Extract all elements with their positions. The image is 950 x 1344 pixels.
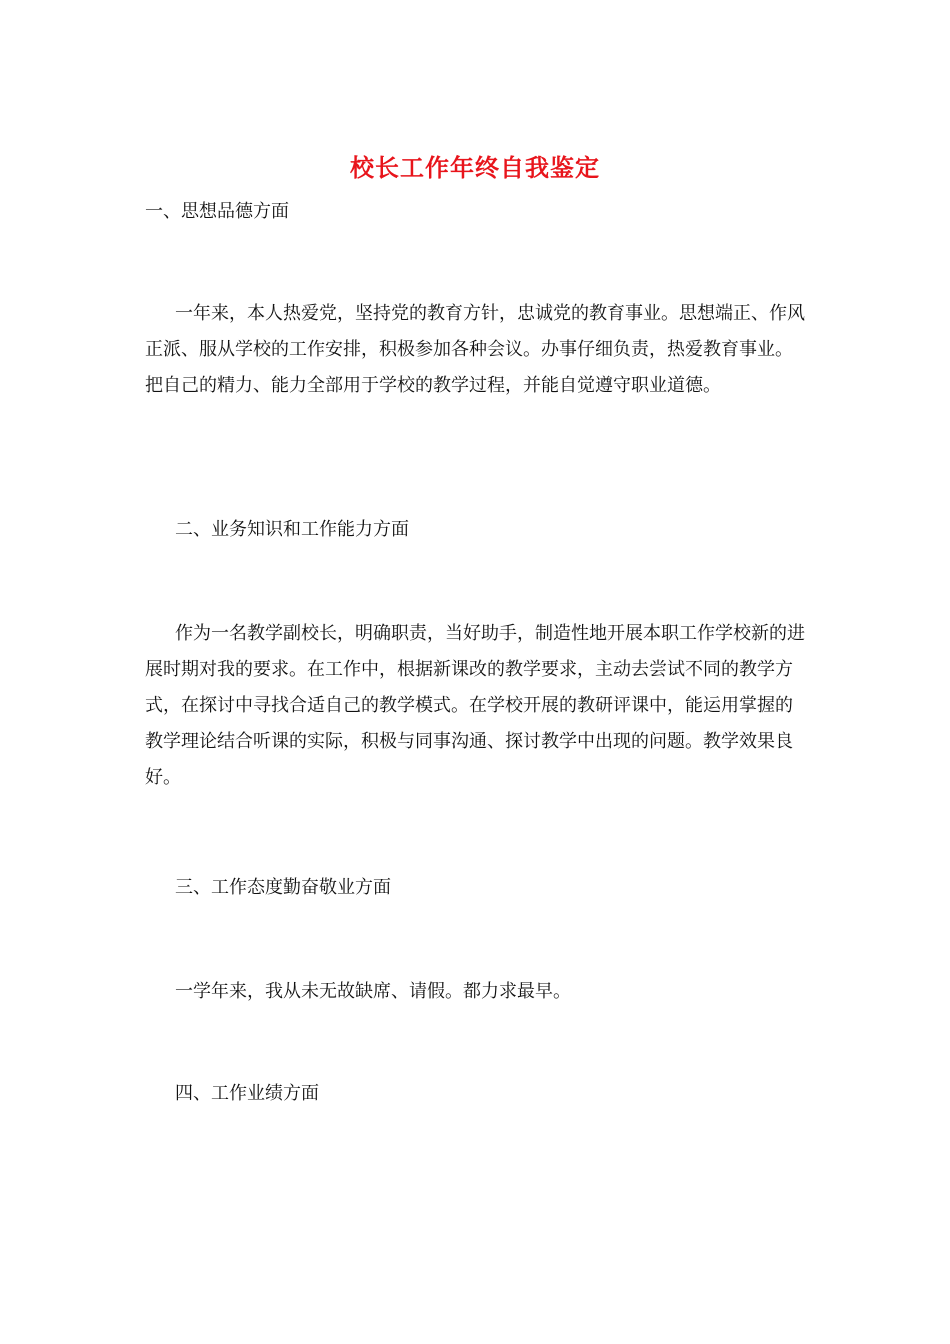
section-heading-2: 二、业务知识和工作能力方面	[175, 519, 409, 540]
section-heading-1: 一、思想品德方面	[145, 201, 289, 222]
section-heading-3: 三、工作态度勤奋敬业方面	[175, 877, 391, 898]
section-heading-4: 四、工作业绩方面	[175, 1083, 319, 1104]
document-title: 校长工作年终自我鉴定	[350, 153, 600, 182]
section-paragraph-1: 一年来，本人热爱党，坚持党的教育方针，忠诚党的教育事业。思想端正、作风正派、服从学校的工作安排，积极参加各种会议。办事仔细负责，热爱教育事业。把自己的精力、能力全部用于学校的教学过程，并能自觉遵守职业道德。	[145, 303, 805, 396]
section-paragraph-3: 一学年来，我从未无故缺席、请假。都力求最早。	[175, 981, 571, 1002]
section-paragraph-2: 作为一名教学副校长，明确职责，当好助手，制造性地开展本职工作学校新的进展时期对我的要求。在工作中，根据新课改的教学要求，主动去尝试不同的教学方式，在探讨中寻找合适自己的教学模式。在学校开展的教研评课中，能运用掌握的教学理论结合听课的实际，积极与同事沟通、探讨教学中出现的问题。教学效果良好。	[145, 623, 805, 788]
